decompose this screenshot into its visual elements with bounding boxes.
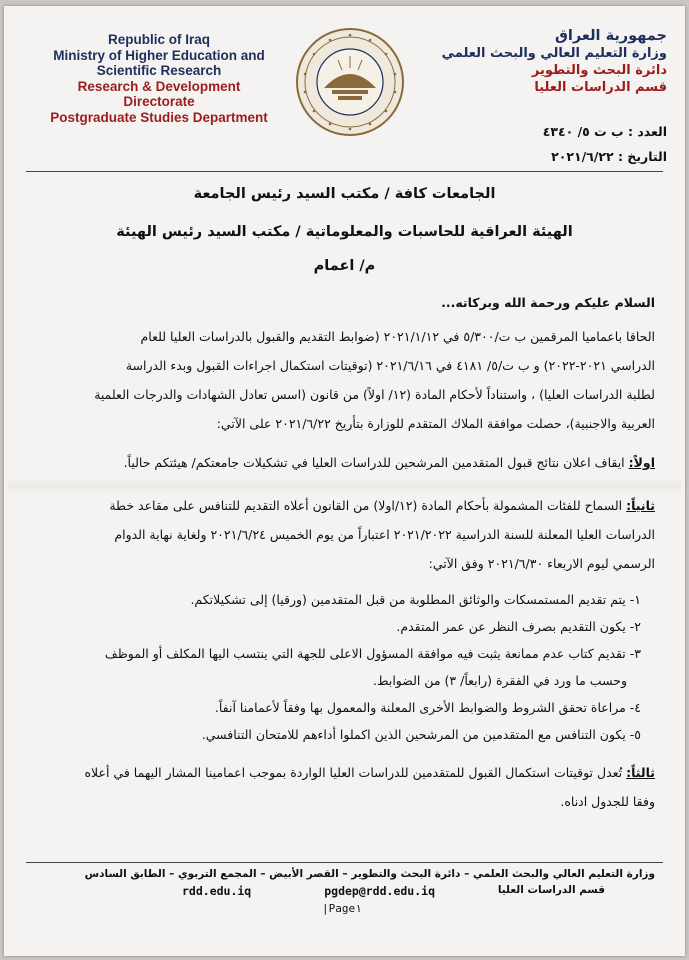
footer-department: قسم الدراسات العليا [497, 884, 605, 896]
letterhead-arabic [437, 28, 667, 96]
email-link[interactable]: pgdep@rdd.edu.iq [324, 884, 435, 898]
list-item: ٤- مراعاة تحقق الشروط والضوابط الأخرى المعلنة والمعمول بها وفقاً لأعمامنا آنفاً. [214, 700, 641, 715]
greeting: السلام عليكم ورحمة الله وبركاته... [441, 295, 655, 310]
page-number: |Page١ [322, 902, 362, 915]
paper-fold-shadow [8, 478, 681, 494]
intro-line: لطلبة الدراسات العليا) ، واستناداً لأحكام المادة (١٢/ اولاً) من قانون (اسس تعادل الشهادات والدرجات العلمية [94, 387, 655, 402]
directorate-en-2: Directorate [123, 94, 195, 109]
list-item: ٣- تقديم كتاب عدم ممانعة يثبت فيه موافقة المسؤول الاعلى للجهة التي ينتسب اليها المكلف أو الموظف [104, 646, 641, 661]
clause-first-label: اولاً: [628, 455, 655, 470]
clause-second-line: الرسمي ليوم الاربعاء ٢٠٢١/٦/٣٠ وفق الآتي: [428, 556, 655, 571]
country-en: Republic of Iraq [107, 32, 210, 47]
ministry-seal-icon [294, 26, 406, 138]
footer-website[interactable] [182, 884, 251, 898]
website-link[interactable]: rdd.edu.iq [182, 884, 252, 898]
clause-third-text: تُعدل توقيتات استكمال القبول للمتقدمين للدراسات العليا الواردة بموجب اعمامينا المشار اليهما في أعلاه [84, 765, 627, 780]
intro-line: العربية والاجنبية)، حصلت موافقة الملاك المتقدم للوزارة بتأريخ ٢٠٢١/٦/٢٢ على الآتي: [216, 416, 655, 431]
letter-body [34, 182, 655, 816]
directorate-ar: دائرة البحث والتطوير [531, 63, 667, 78]
list-item: ١- يتم تقديم المستمسكات والوثائق المطلوبة من قبل المتقدمين (ورقيا) إلى تشكيلاتكم. [190, 592, 641, 607]
clause-third-line: وفقا للجدول ادناه. [560, 794, 655, 809]
clause-third [34, 758, 655, 816]
footer-divider [26, 862, 663, 863]
clause-third-label: ثالثاً: [626, 765, 655, 780]
directorate-en-1: Research & Development [77, 78, 241, 94]
footer-address: وزارة التعليم العالي والبحث العلمي – دائرة البحث والتطوير – القصر الأبيض – المجمع التربوي – الطابق السادس [84, 868, 655, 880]
clause-first [34, 448, 655, 477]
clause-first-text: ايقاف اعلان نتائج قبول المتقدمين المرشحين للدراسات العليا في تشكيلات جامعتكم/ هيئتكم حالياً. [123, 455, 629, 470]
clause-second-line: الدراسات العليا المعلنة للسنة الدراسية ٢٠٢١/٢٠٢٢ اعتباراً من يوم الخميس ٢٠٢١/٦/٢٤ ولغاية نهاية الدوام [114, 527, 655, 542]
subject-line: م/ اعمام [313, 258, 376, 274]
ministry-en-2: Scientific Research [96, 63, 222, 78]
list-item: ٥- يكون التنافس مع المتقدمين من المرشحين الذين اكملوا أداءهم للامتحان التنافسي. [201, 727, 641, 742]
department-ar: قسم الدراسات العليا [534, 80, 667, 95]
footer-email[interactable] [324, 884, 435, 898]
clause-second-label: ثانياً: [626, 498, 655, 513]
addressee-commission: الهيئة العراقية للحاسبات والمعلوماتية / مكتب السيد رئيس الهيئة [116, 224, 573, 240]
department-en: Postgraduate Studies Department [50, 109, 268, 125]
ministry-en-1: Ministry of Higher Education and [53, 47, 265, 63]
reference-number: العدد : ب ت ٥/ ٤٣٤٠ [542, 124, 667, 139]
country-ar: جمهورية العراق [554, 28, 667, 44]
header-divider [26, 171, 663, 172]
clause-second [34, 491, 655, 578]
intro-paragraph [34, 322, 655, 438]
list-item: وحسب ما ورد في الفقرة (رابعاً/ ٣) من الضوابط. [373, 673, 627, 688]
list-item: ٢- يكون التقديم بصرف النظر عن عمر المتقدم. [396, 619, 641, 634]
conditions-list [34, 586, 655, 748]
ministry-ar: وزارة التعليم العالي والبحث العلمي [441, 46, 667, 61]
intro-line: الدراسي ٢٠٢١-٢٠٢٢) و ب ت/٥/ ٤١٨١ في ٢٠٢١/٦/١٦ (توقيتات استكمال اجراءات القبول وبدء الدراسة [125, 358, 655, 373]
letterhead-english [34, 32, 284, 125]
addressee-universities: الجامعات كافة / مكتب السيد رئيس الجامعة [193, 186, 496, 202]
letter-date: التاريخ : ٢٠٢١/٦/٢٢ [551, 149, 667, 164]
clause-second-text: السماح للفئات المشمولة بأحكام المادة (١٢/اولا) من القانون أعلاه التقديم للتنافس على مقاعد خطة [109, 498, 627, 513]
letter-page [4, 6, 685, 956]
intro-line: الحاقا باعماميا المرقمين ب ت/٥/٣٠٠ في ٢٠٢١/١/١٢ (ضوابط التقديم والقبول بالدراسات العليا للعام [140, 329, 655, 344]
